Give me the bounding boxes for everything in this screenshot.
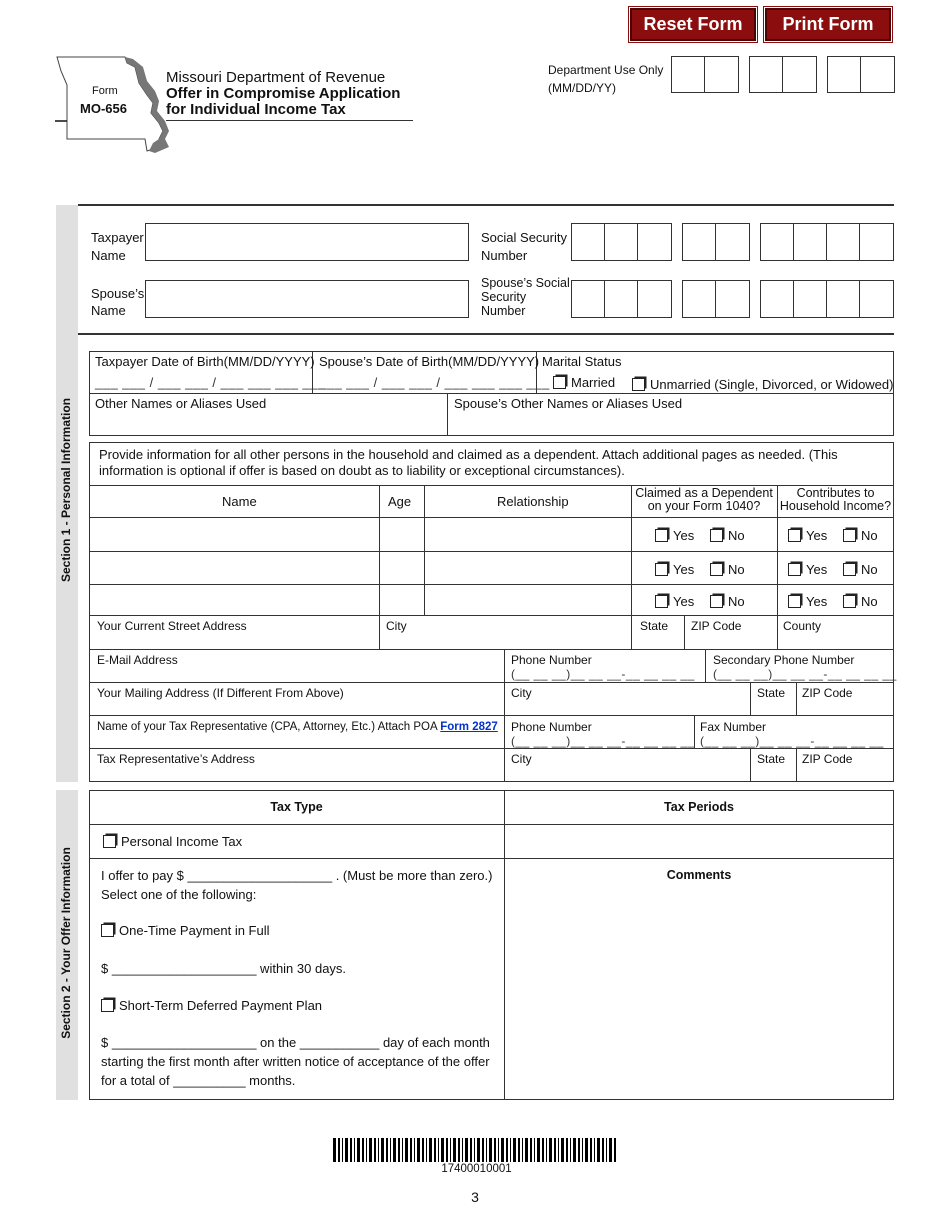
barcode-bar <box>470 1138 472 1162</box>
barcode-bar <box>338 1138 340 1162</box>
short-term-plan-option[interactable] <box>101 997 322 1015</box>
no-label: No <box>861 528 878 543</box>
phone-label: Phone Number <box>511 653 592 667</box>
spouse-dob-input[interactable]: ___ ___ / ___ ___ / ___ ___ ___ ___ <box>319 375 550 390</box>
address-row-bottom <box>89 649 894 650</box>
dept-use-month-field[interactable] <box>671 56 739 93</box>
repaddr-col-state <box>750 748 751 782</box>
row3-dependent-no[interactable] <box>710 593 745 611</box>
section1-top-rule <box>78 204 894 206</box>
spouse-ssn-field-part1[interactable] <box>571 280 672 318</box>
barcode-bar <box>494 1138 496 1162</box>
barcode-bar <box>522 1138 523 1162</box>
checkbox[interactable] <box>788 563 801 576</box>
yes-label: Yes <box>806 562 828 577</box>
unmarried-option[interactable] <box>632 376 893 394</box>
marital-status-label: Marital Status <box>542 354 622 369</box>
repaddr-col-zip <box>796 748 797 782</box>
barcode-bar <box>393 1138 396 1162</box>
barcode-bar <box>578 1138 580 1162</box>
barcode-bar <box>398 1138 400 1162</box>
form-title-line1: Offer in Compromise Application <box>166 85 401 102</box>
household-row2-bottom <box>89 584 894 585</box>
married-label: Married <box>571 375 616 390</box>
deferred-months-line[interactable]: for a total of __________ months. <box>101 1073 296 1088</box>
phone-input[interactable]: (__ __ __)__ __ __-__ __ __ __ <box>511 667 695 681</box>
no-label: No <box>861 594 878 609</box>
form-2827-link[interactable]: Form 2827 <box>440 721 498 733</box>
barcode-bar <box>534 1138 535 1162</box>
yes-label: Yes <box>673 562 695 577</box>
barcode-bar <box>482 1138 484 1162</box>
rep-zip-label: ZIP Code <box>802 752 853 766</box>
barcode-bar <box>537 1138 540 1162</box>
barcode-bar <box>386 1138 388 1162</box>
column-name-header: Name <box>222 494 257 509</box>
zip-label: ZIP Code <box>691 619 742 633</box>
checkbox[interactable] <box>655 595 668 608</box>
household-col-rel <box>424 485 425 615</box>
household-header-top <box>89 485 894 486</box>
checkbox[interactable] <box>655 563 668 576</box>
within-30-days-line[interactable]: $ ____________________ within 30 days. <box>101 961 347 976</box>
checkbox[interactable] <box>843 595 856 608</box>
row1-dependent-yes[interactable] <box>655 527 694 545</box>
spouse-aliases-label: Spouse’s Other Names or Aliases Used <box>454 396 683 411</box>
deferred-text-line: starting the first month after written notice of acceptance of the offer <box>101 1054 490 1069</box>
barcode-bar <box>366 1138 367 1162</box>
personal-income-tax-option[interactable] <box>103 833 242 851</box>
checkbox[interactable] <box>710 563 723 576</box>
barcode-bar <box>465 1138 468 1162</box>
barcode-bar <box>501 1138 504 1162</box>
dept-use-date-format: (MM/DD/YY) <box>548 81 616 95</box>
row3-contributes-yes[interactable] <box>788 593 827 611</box>
mailing-col-zip <box>796 682 797 715</box>
yes-label: Yes <box>806 594 828 609</box>
barcode-bar <box>333 1138 336 1162</box>
barcode-bar <box>530 1138 532 1162</box>
dependent-header-line2: on your Form 1040? <box>647 499 761 513</box>
checkbox[interactable] <box>788 595 801 608</box>
barcode-bar <box>450 1138 451 1162</box>
barcode-bar <box>462 1138 463 1162</box>
barcode-bar <box>342 1138 343 1162</box>
checkbox[interactable] <box>710 595 723 608</box>
household-row3-bottom <box>89 615 894 616</box>
spouse-name-input[interactable] <box>145 280 469 318</box>
barcode-bar <box>422 1138 424 1162</box>
barcode-bar <box>602 1138 604 1162</box>
tax-rep-label-text: Name of your Tax Representative (CPA, Attorney, Etc.) Attach POA <box>97 721 441 733</box>
offer-amount-line[interactable]: I offer to pay $ ____________________ . (Must be more than zero.) <box>101 868 493 883</box>
row2-contributes-no[interactable] <box>843 561 878 579</box>
barcode-bar <box>378 1138 379 1162</box>
taxpayer-dob-label: Taxpayer Date of Birth(MM/DD/YYYY) <box>95 354 315 369</box>
dependent-header-line1: Claimed as a Dependent <box>635 486 773 500</box>
mailing-row-bottom <box>89 715 894 716</box>
barcode-bar <box>453 1138 456 1162</box>
ssn-label: Social Security <box>481 230 567 245</box>
spouse-name-label2: Name <box>91 303 126 318</box>
rep-phone-label: Phone Number <box>511 720 592 734</box>
no-label: No <box>861 562 878 577</box>
barcode-bar <box>414 1138 415 1162</box>
barcode-bar <box>506 1138 508 1162</box>
ssn-field-part1[interactable] <box>571 223 672 261</box>
form-title-line2: for Individual Income Tax <box>166 101 346 118</box>
household-instructions: Provide information for all other persons in the household and claimed as a dependent. Attach additional pages as needed. (This information is optional if offer is based on doubt as to liability or exceptional circumstances). <box>99 447 838 478</box>
barcode-bar <box>570 1138 571 1162</box>
barcode-bar <box>362 1138 364 1162</box>
household-col-age <box>379 485 380 649</box>
select-one-line: Select one of the following: <box>101 887 257 902</box>
barcode <box>333 1138 620 1162</box>
barcode-bar <box>354 1138 355 1162</box>
barcode-bar <box>438 1138 439 1162</box>
spouse-ssn-field-part2[interactable] <box>682 280 750 318</box>
one-time-payment-option[interactable] <box>101 922 270 940</box>
barcode-bar <box>434 1138 436 1162</box>
barcode-bar <box>546 1138 547 1162</box>
unmarried-checkbox[interactable] <box>632 378 645 391</box>
print-form-button[interactable]: Print Form <box>765 8 891 41</box>
phone-col-divider <box>705 649 706 682</box>
no-label: No <box>728 562 745 577</box>
form-word: Form <box>92 85 118 97</box>
row2-contributes-yes[interactable] <box>788 561 827 579</box>
section1-sidebar <box>56 205 78 782</box>
tax-type-header: Tax Type <box>270 800 323 814</box>
column-contributes-header <box>777 487 894 513</box>
barcode-bar <box>486 1138 487 1162</box>
deferred-amount-line[interactable]: $ ____________________ on the ___________ day of each month <box>101 1035 490 1050</box>
yes-label: Yes <box>673 528 695 543</box>
barcode-number: 17400010001 <box>441 1163 512 1175</box>
barcode-bar <box>566 1138 568 1162</box>
checkbox[interactable] <box>843 563 856 576</box>
fax-label: Fax Number <box>700 720 767 734</box>
barcode-bar <box>374 1138 376 1162</box>
barcode-bar <box>390 1138 391 1162</box>
barcode-bar <box>441 1138 444 1162</box>
spouse-ssn-label2: Security <box>481 290 527 304</box>
column-dependent-header <box>631 487 777 513</box>
barcode-bar <box>573 1138 576 1162</box>
yes-label: Yes <box>806 528 828 543</box>
comments-header: Comments <box>666 868 732 882</box>
barcode-bar <box>561 1138 564 1162</box>
aliases-label: Other Names or Aliases Used <box>95 396 267 411</box>
one-time-payment-label: One-Time Payment in Full <box>119 923 270 938</box>
section2-label: Section 2 - Your Offer Information <box>59 847 73 1039</box>
contributes-header-line2: Household Income? <box>779 499 892 513</box>
taxpayer-dob-input[interactable]: ___ ___ / ___ ___ / ___ ___ ___ ___ <box>95 375 326 390</box>
no-label: No <box>728 594 745 609</box>
mailing-state-label: State <box>757 686 786 700</box>
address-col-zip <box>684 615 685 649</box>
row1-contributes-no[interactable] <box>843 527 878 545</box>
column-age-header: Age <box>388 494 412 509</box>
row2-dependent-no[interactable] <box>710 561 745 579</box>
department-name: Missouri Department of Revenue <box>166 69 386 86</box>
offer-header-bottom <box>89 824 894 825</box>
barcode-bar <box>614 1138 616 1162</box>
barcode-bar <box>554 1138 556 1162</box>
barcode-bar <box>345 1138 348 1162</box>
ssn-field-part3[interactable] <box>760 223 894 261</box>
barcode-bar <box>498 1138 499 1162</box>
rep-state-label: State <box>757 752 786 766</box>
barcode-bar <box>549 1138 552 1162</box>
rep-city-label: City <box>511 752 532 766</box>
county-label: County <box>783 619 822 633</box>
barcode-bar <box>474 1138 475 1162</box>
barcode-bar <box>429 1138 432 1162</box>
column-relationship-header: Relationship <box>497 494 569 509</box>
one-time-payment-checkbox[interactable] <box>101 924 114 937</box>
barcode-bar <box>417 1138 420 1162</box>
no-label: No <box>728 528 745 543</box>
yes-label: Yes <box>673 594 695 609</box>
married-option[interactable] <box>553 374 615 392</box>
spouse-dob-label: Spouse’s Date of Birth(MM/DD/YYYY) <box>319 354 540 369</box>
tax-periods-header: Tax Periods <box>664 800 734 814</box>
state-label: State <box>640 619 669 633</box>
barcode-bar <box>582 1138 583 1162</box>
barcode-bar <box>558 1138 559 1162</box>
email-label: E-Mail Address <box>97 653 178 667</box>
rep-phone-input[interactable]: (__ __ __)__ __ __-__ __ __ __ <box>511 734 695 748</box>
form-number: MO-656 <box>80 101 127 116</box>
barcode-bar <box>525 1138 528 1162</box>
personal-income-tax-checkbox[interactable] <box>103 835 116 848</box>
spouse-ssn-field-part3[interactable] <box>760 280 894 318</box>
barcode-bar <box>350 1138 352 1162</box>
barcode-bar <box>357 1138 360 1162</box>
rep-address-label: Tax Representative’s Address <box>97 752 255 766</box>
ssn-field-part2[interactable] <box>682 223 750 261</box>
alias-col-divider <box>447 393 448 436</box>
spouse-ssn-label3: Number <box>481 304 526 318</box>
row2-dependent-yes[interactable] <box>655 561 694 579</box>
secondary-phone-input[interactable]: (__ __ __)__ __ __-__ __ __ __ <box>713 667 897 681</box>
dept-use-day-field[interactable] <box>749 56 817 93</box>
street-address-label: Your Current Street Address <box>97 619 247 633</box>
taxpayer-name-label: Taxpayer <box>91 230 144 245</box>
barcode-bar <box>597 1138 600 1162</box>
taxpayer-name-label2: Name <box>91 248 126 263</box>
checkbox[interactable] <box>655 529 668 542</box>
checkbox[interactable] <box>788 529 801 542</box>
household-row1-bottom <box>89 551 894 552</box>
row1-dependent-no[interactable] <box>710 527 745 545</box>
mailing-city-label: City <box>511 686 532 700</box>
barcode-bar <box>518 1138 520 1162</box>
checkbox[interactable] <box>710 529 723 542</box>
barcode-bar <box>606 1138 607 1162</box>
tax-rep-label <box>97 719 498 736</box>
secondary-phone-label: Secondary Phone Number <box>713 653 855 667</box>
barcode-bar <box>426 1138 427 1162</box>
spouse-ssn-label: Spouse’s Social <box>481 276 570 290</box>
barcode-bar <box>590 1138 592 1162</box>
row3-contributes-no[interactable] <box>843 593 878 611</box>
mailing-col-state <box>750 682 751 715</box>
mailing-address-label: Your Mailing Address (If Different From Above) <box>97 686 344 700</box>
ssn-label2: Number <box>481 248 528 263</box>
short-term-plan-label: Short-Term Deferred Payment Plan <box>119 998 323 1013</box>
offer-col-divider <box>504 790 505 1100</box>
barcode-bar <box>513 1138 516 1162</box>
barcode-bar <box>477 1138 480 1162</box>
dept-use-year-field[interactable] <box>827 56 895 93</box>
barcode-bar <box>381 1138 384 1162</box>
barcode-bar <box>446 1138 448 1162</box>
barcode-bar <box>609 1138 612 1162</box>
barcode-bar <box>594 1138 595 1162</box>
checkbox[interactable] <box>843 529 856 542</box>
barcode-bar <box>585 1138 588 1162</box>
mailing-zip-label: ZIP Code <box>802 686 853 700</box>
row1-contributes-yes[interactable] <box>788 527 827 545</box>
city-label: City <box>386 619 407 633</box>
title-underline <box>166 120 413 121</box>
personal-income-tax-label: Personal Income Tax <box>121 834 243 849</box>
section2-sidebar <box>56 790 78 1100</box>
short-term-plan-checkbox[interactable] <box>101 999 114 1012</box>
fax-input[interactable]: (__ __ __)__ __ __-__ __ __ __ <box>700 734 884 748</box>
taxpayer-name-input[interactable] <box>145 223 469 261</box>
section1-mid-rule <box>78 333 894 335</box>
barcode-bar <box>542 1138 544 1162</box>
barcode-bar <box>402 1138 403 1162</box>
barcode-bar <box>510 1138 511 1162</box>
offer-tax-row-bottom <box>89 858 894 859</box>
barcode-bar <box>405 1138 408 1162</box>
barcode-bar <box>410 1138 412 1162</box>
married-checkbox[interactable] <box>553 376 566 389</box>
unmarried-label: Unmarried (Single, Divorced, or Widowed) <box>650 377 894 392</box>
barcode-bar <box>489 1138 492 1162</box>
contributes-header-line1: Contributes to <box>796 486 875 500</box>
dept-use-label: Department Use Only <box>548 63 664 77</box>
section1-label: Section 1 - Personal Information <box>59 397 73 583</box>
page-number: 3 <box>471 1189 479 1205</box>
row3-dependent-yes[interactable] <box>655 593 694 611</box>
reset-form-button[interactable]: Reset Form <box>630 8 756 41</box>
spouse-name-label: Spouse’s <box>91 286 145 301</box>
barcode-bar <box>369 1138 372 1162</box>
barcode-bar <box>458 1138 460 1162</box>
household-header-bottom <box>89 517 894 518</box>
